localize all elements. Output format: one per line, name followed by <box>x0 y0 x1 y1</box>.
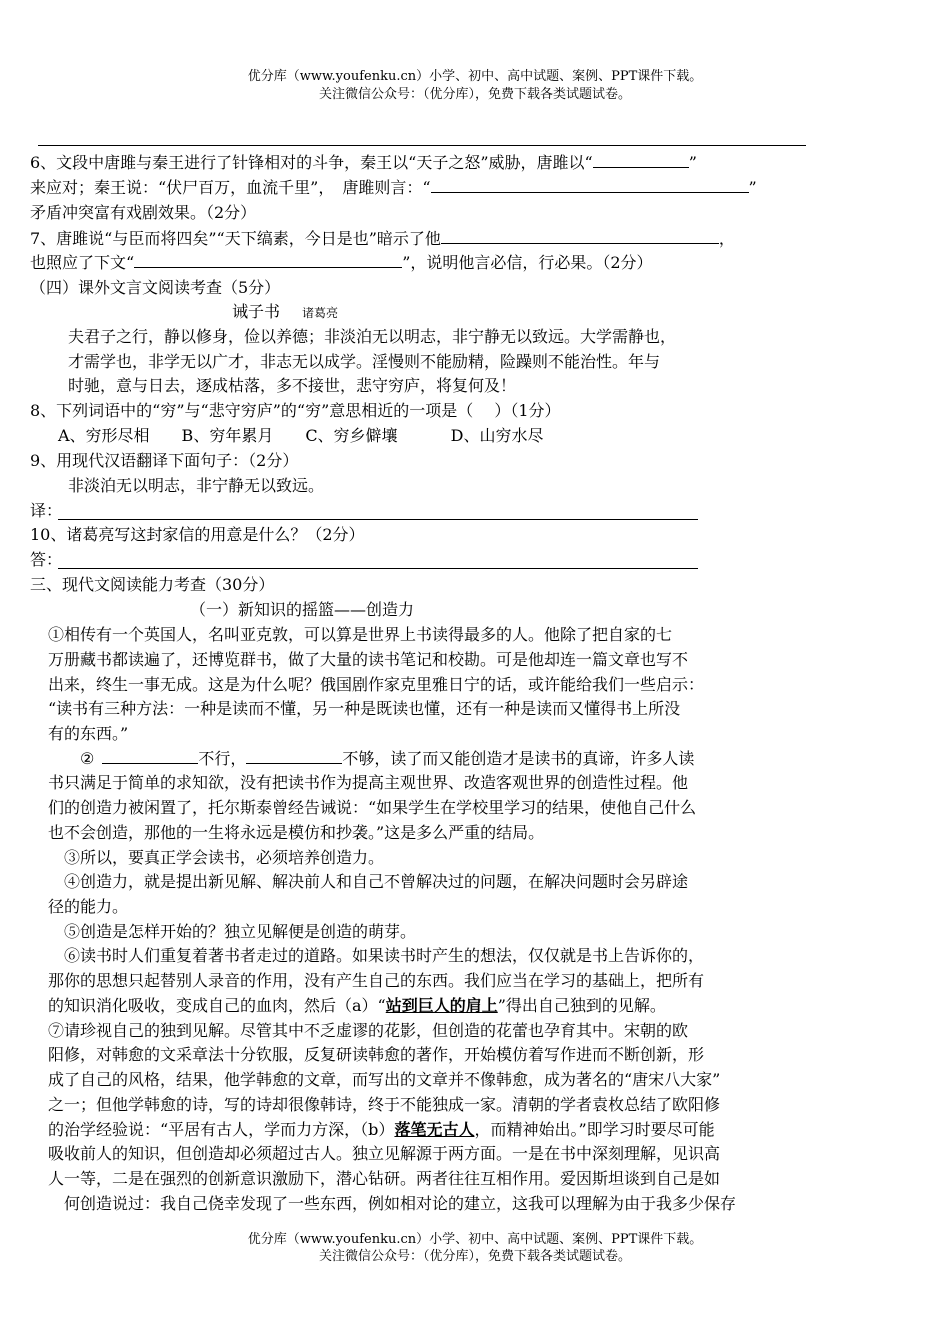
para-4-line-1: ④创造力，就是提出新见解、解决前人和自己不曾解决过的问题，在解决问题时会另辟途 <box>64 872 689 891</box>
q10-stem: 10、诸葛亮写这封家信的用意是什么？（2分） <box>30 525 365 544</box>
para-4-line-2: 径的能力。 <box>48 897 129 916</box>
answer-line-prev <box>38 145 806 146</box>
classical-title <box>232 301 338 324</box>
section-3-heading: 三、现代文阅读能力考查（30分） <box>30 575 275 594</box>
q6-text-1: 6、文段中唐雎与秦王进行了针锋相对的斗争，秦王以“天子之怒”威胁，唐雎以“ <box>30 153 593 172</box>
para-2-line-2: 书只满足于简单的求知欲，没有把读书作为提高主观世界、改造客观世界的创造性过程。他 <box>48 773 689 792</box>
para-7-line-4: 之一；但他学韩愈的诗，写的诗却很像韩诗，终于不能独成一家。清朝的学者袁枚总结了欧阳修 <box>48 1095 721 1114</box>
underlined-phrase-b: 落笔无古人 <box>394 1120 475 1139</box>
para-2-blank-1[interactable] <box>102 748 198 764</box>
para-6-line-1: ⑥读书时人们重复着著书者走过的道路。如果读书时产生的想法，仅仅就是书上告诉你的， <box>64 946 705 965</box>
para-6-line-2: 那你的思想只起替别人录音的作用，没有产生自己的东西。我们应当在学习的基础上，把所有 <box>48 971 705 990</box>
para-1-line-2: 万册藏书都读遍了，还博览群书，做了大量的读书笔记和校勘。可是他却连一篇文章也写不 <box>48 650 689 669</box>
section-4-heading: （四）课外文言文阅读考查（5分） <box>30 278 281 297</box>
para-7-line-2: 阳修，对韩愈的文采章法十分钦服，反复研读韩愈的著作，开始模仿着写作进而不断创新，形 <box>48 1045 705 1064</box>
q10-answer-label: 答： <box>30 550 63 569</box>
q8-options: A、穷形尽相 B、穷年累月 C、穷乡僻壤 D、山穷水尽 <box>58 426 544 445</box>
para-7-text-b: ，而精神始出。”即学习时要尽可能 <box>474 1120 715 1139</box>
q6-line-2 <box>30 177 757 199</box>
article-title: （一）新知识的摇篮——创造力 <box>190 600 415 619</box>
q6-quote-close-1: ” <box>688 153 697 172</box>
q7-blank-2[interactable] <box>134 252 402 268</box>
q10-answer-line[interactable] <box>58 568 698 569</box>
para-5-line-1: ⑤创造是怎样开始的？独立见解便是创造的萌芽。 <box>64 922 417 941</box>
para-2-line-3: 们的创造力被闲置了，托尔斯泰曾经告诫说：“如果学生在学校里学习的结果，使他自己什么 <box>48 798 697 817</box>
para-1-line-4: “读书有三种方法：一种是读而不懂，另一种是既读也懂，还有一种是读而又懂得书上所没 <box>48 699 681 718</box>
para-6-text-a: 的知识消化吸收，变成自己的血肉，然后（a）“ <box>48 996 386 1015</box>
q7-text-1: 7、唐雎说“与臣而将四矣”“天下缟素，今日是也”暗示了他 <box>30 229 441 248</box>
q9-answer-line[interactable] <box>58 519 698 520</box>
classical-text-line-3: 时驰，意与日去，逐成枯落，多不接世，悲守穷庐，将复何及！ <box>68 376 517 395</box>
page-header-line-1: 优分库（www.youfenku.cn）小学、初中、高中试题、案例、PPT课件下载。 <box>247 69 703 84</box>
classical-title-text: 诫子书 <box>232 302 281 321</box>
para-7-line-7: 人一等，二是在强烈的创新意识激励下，潜心钻研。两者往往互相作用。爱因斯坦谈到自己是如 <box>48 1169 721 1188</box>
para-2-blank-2[interactable] <box>246 748 342 764</box>
q6-line-1 <box>30 152 697 174</box>
para-2-text-1: 不行， <box>198 749 247 768</box>
para-2-text-2: 不够，读了而又能创造才是读书的真谛，许多人读 <box>342 749 695 768</box>
q7-line-2 <box>30 252 653 274</box>
page-header-line-2: 关注微信公众号：（优分库），免费下载各类试题试卷。 <box>318 87 631 102</box>
q6-blank-1[interactable] <box>593 152 689 168</box>
para-7-line-6: 吸收前人的知识，但创造却必须超过古人。独立见解源于两方面。一是在书中深刻理解，见识高 <box>48 1144 721 1163</box>
q6-line-3: 矛盾冲突富有戏剧效果。（2分） <box>30 203 257 222</box>
para-1-line-5: 有的东西。” <box>48 724 129 743</box>
classical-author: 诸葛亮 <box>302 306 339 320</box>
underlined-phrase-a: 站到巨人的肩上 <box>385 996 498 1015</box>
q6-blank-2[interactable] <box>431 177 749 193</box>
q7-line-1 <box>30 228 735 250</box>
q9-answer-label: 译： <box>30 501 63 520</box>
q6-quote-close-2: ” <box>748 178 757 197</box>
q7-comma: ， <box>718 229 735 248</box>
para-2-number: ② <box>80 749 95 768</box>
para-2-line-1 <box>80 748 694 770</box>
para-1-line-3: 出来，终生一事无成。这是为什么呢？俄国剧作家克里雅日宁的话，或许能给我们一些启示： <box>48 675 705 694</box>
para-7-line-8: 何创造说过：我自己侥幸发现了一些东西，例如相对论的建立，这我可以理解为由于我多少保存 <box>64 1194 737 1213</box>
classical-text-line-2: 才需学也，非学无以广才，非志无以成学。淫慢则不能励精，险躁则不能治性。年与 <box>68 352 661 371</box>
para-7-line-5 <box>48 1119 715 1141</box>
q9-sentence: 非淡泊无以明志，非宁静无以致远。 <box>68 476 325 495</box>
q6-text-2: 来应对；秦王说：“伏尸百万，血流千里”， 唐雎则言：“ <box>30 178 431 197</box>
q7-blank-1[interactable] <box>441 228 719 244</box>
para-7-line-3: 成了自己的风格，结果，他学韩愈的文章，而写出的文章并不像韩愈，成为著名的“唐宋八大家” <box>48 1070 721 1089</box>
q9-stem: 9、用现代汉语翻译下面句子：（2分） <box>30 451 299 470</box>
page-footer-line-2: 关注微信公众号：（优分库），免费下载各类试题试卷。 <box>318 1249 631 1264</box>
para-7-line-1: ⑦请珍视自己的独到见解。尽管其中不乏虚谬的花影，但创造的花蕾也孕育其中。宋朝的欧 <box>48 1021 689 1040</box>
page-footer-line-1: 优分库（www.youfenku.cn）小学、初中、高中试题、案例、PPT课件下载。 <box>247 1232 703 1247</box>
para-6-text-b: ”得出自己独到的见解。 <box>497 996 666 1015</box>
q7-text-3: ”，说明他言必信，行必果。（2分） <box>402 253 653 272</box>
para-3-line-1: ③所以，要真正学会读书，必须培养创造力。 <box>64 848 385 867</box>
classical-text-line-1: 夫君子之行，静以修身，俭以养德；非淡泊无以明志，非宁静无以致远。大学需静也， <box>68 327 677 346</box>
q7-text-2: 也照应了下文“ <box>30 253 135 272</box>
para-1-line-1: ①相传有一个英国人，名叫亚克敦，可以算是世界上书读得最多的人。他除了把自家的七 <box>48 625 673 644</box>
para-6-line-3 <box>48 995 666 1017</box>
para-2-line-4: 也不会创造，那他的一生将永远是模仿和抄袭。”这是多么严重的结局。 <box>48 823 545 842</box>
q8-stem: 8、下列词语中的“穷”与“悲守穷庐”的“穷”意思相近的一项是（ ）（1分） <box>30 401 561 420</box>
para-7-text-a: 的治学经验说：“平居有古人，学而力方深，（b） <box>48 1120 395 1139</box>
